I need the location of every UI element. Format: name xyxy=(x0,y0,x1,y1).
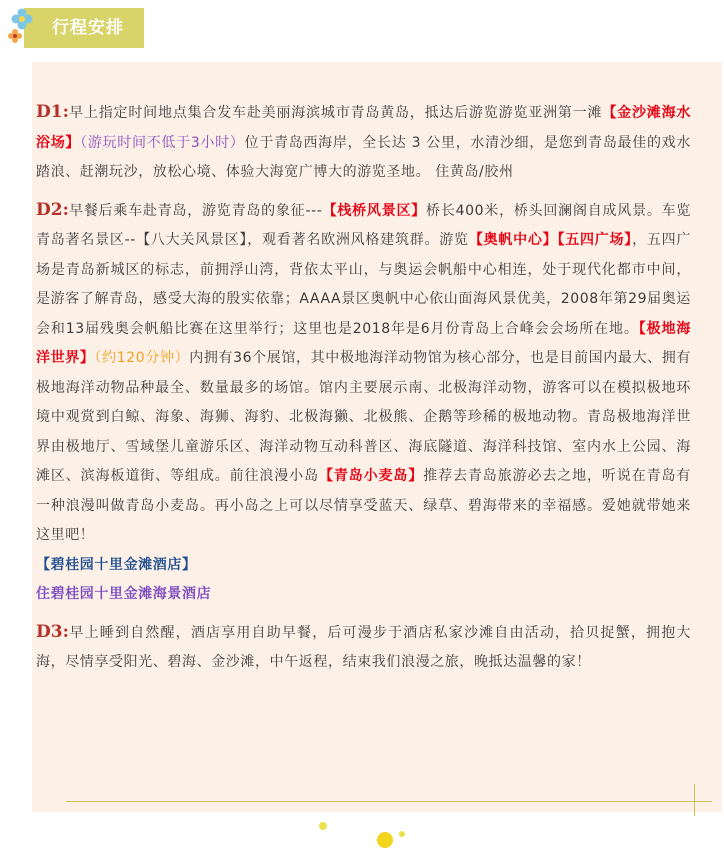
hotel-stay: 住碧桂园十里金滩海景酒店 xyxy=(36,586,212,602)
text-segment: 早上睡到自然醒，酒店享用自助早餐，后可漫步于酒店私家沙滩自由活动，拾贝捉蟹，拥抱大海，尽情享受阳光、碧海、金沙滩，中午返程，结束我们浪漫之旅，晚抵达温馨的家！ xyxy=(36,624,691,670)
decor-dot xyxy=(399,831,405,837)
text-segment: 桥长400米，桥头回澜阁自成风景。车览青岛著名景区--【八大关风景区】，观看著名欧洲风格建筑群。游览 xyxy=(36,202,691,248)
footer-divider-tick xyxy=(694,784,695,816)
text-segment: ，五四广场是青岛新城区的标志，前拥浮山湾，背依太平山，与奥运会帆船中心相连，处于现代化都市中间，是游客了解青岛，感受大海的殷实依靠；AAAA景区奥帆中心依山面海风景优美，2008年第29届奥运会和13届残奥会帆船比赛在这里举行；这里也是2018年是6月份青岛上合峰会会场所在地。 xyxy=(36,232,691,337)
duration-note: （游玩时间不低于3小时） xyxy=(80,134,245,151)
day-2 xyxy=(36,196,691,610)
decor-dot xyxy=(377,832,393,848)
day-3 xyxy=(36,618,691,678)
itinerary-content xyxy=(36,98,691,678)
attraction-name: 【栈桥风景区】 xyxy=(322,202,427,219)
day-1 xyxy=(36,98,691,188)
attraction-name: 【极地海洋世界】 xyxy=(36,320,691,366)
attraction-name: 【金沙滩海水浴场】 xyxy=(36,105,691,151)
attraction-name: 【奥帆中心】【五四广场】 xyxy=(468,232,633,248)
day-label: D2: xyxy=(36,199,69,220)
attraction-name: 【青岛小麦岛】 xyxy=(318,468,424,484)
decor-dot xyxy=(319,822,327,830)
day-label: D1: xyxy=(36,102,69,122)
day-label: D3: xyxy=(36,621,69,642)
text-segment: 内拥有36个展馆，其中极地海洋动物馆为核心部分，也是目前国内最大、拥有极地海洋动物品种最全、数量最多的场馆。馆内主要展示南、北极海洋动物，游客可以在模拟极地环境中观赏到白鲸、海象、海狮、海豹、北极海獭、北极熊、企鹅等珍稀的极地动物。青岛极地海洋世界由极地厅、雪域堡儿童游乐区、海洋动物互动科普区、海底隧道、海洋科技馆、室内水上公园、海滩区、滨海板道街、等组成。前往浪漫小岛 xyxy=(36,350,692,484)
hotel-name: 【碧桂园十里金滩酒店】 xyxy=(36,556,197,573)
duration-note: （约120分钟） xyxy=(94,350,190,366)
footer-divider xyxy=(66,801,712,802)
text-segment: 早餐后乘车赴青岛，游览青岛的象征--- xyxy=(68,202,323,219)
text-segment: 位于青岛西海岸，全长达 3 公里，水清沙细，是您到青岛最佳的戏水踏浪、赶潮玩沙，放松心境、体验大海宽广博大的游览圣地。 住黄岛/胶州 xyxy=(36,134,691,180)
page-title: 行程安排 xyxy=(52,18,124,38)
text-segment: 推荐去青岛旅游必去之地，听说在青岛有一种浪漫叫做青岛小麦岛。再小岛之上可以尽情享受蓝天、绿草、碧海带来的幸福感。爱她就带她来这里吧！ xyxy=(36,468,691,543)
flower-icon xyxy=(6,6,40,46)
text-segment: 早上指定时间地点集合发车赴美丽海滨城市青岛黄岛，抵达后游览游览亚洲第一滩 xyxy=(68,105,603,121)
